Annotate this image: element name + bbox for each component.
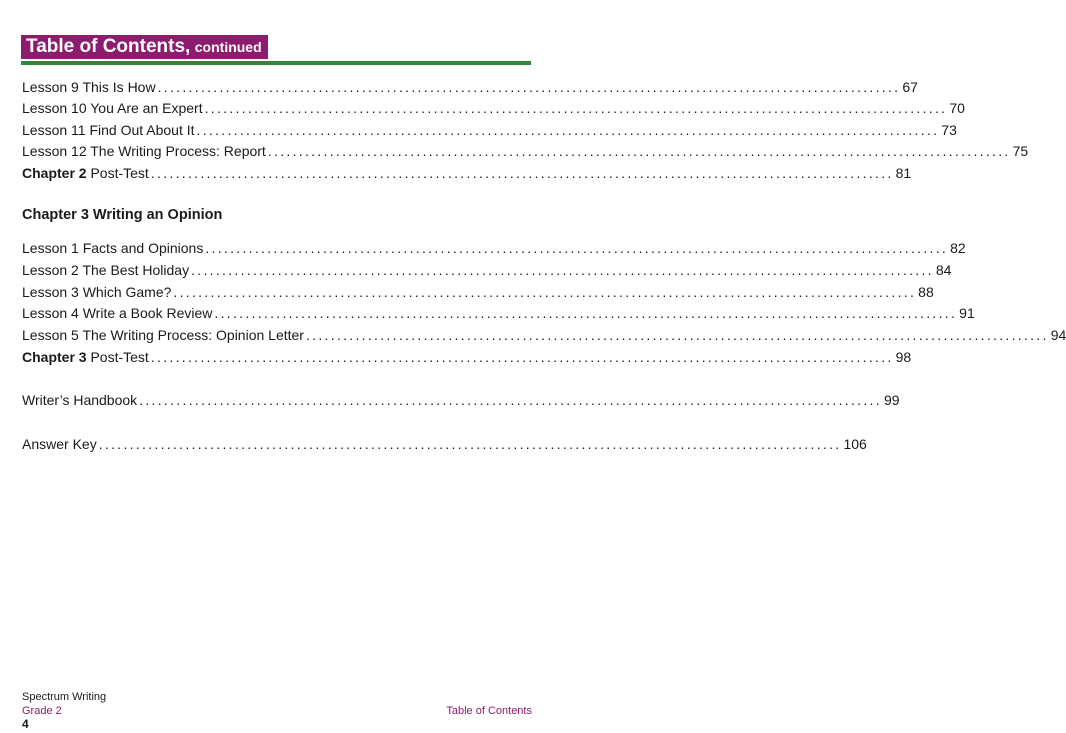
section-header xyxy=(21,35,268,59)
toc-entry-page: 94 xyxy=(1050,327,1066,343)
toc-entry-label: Lesson 5 The Writing Process: Opinion Letter xyxy=(22,327,304,343)
toc-entry-label: Writer’s Handbook xyxy=(22,392,138,408)
page-number: 4 xyxy=(22,717,29,731)
footer-series: Spectrum Writing xyxy=(22,691,107,703)
toc-entry-chapter: Chapter 3 xyxy=(22,349,87,365)
footer-section: Table of Contents xyxy=(446,705,532,717)
toc-entry[interactable] xyxy=(22,303,975,323)
toc-entry[interactable] xyxy=(22,120,957,140)
toc-entry[interactable] xyxy=(22,325,1066,345)
toc-entry-label: Lesson 11 Find Out About It xyxy=(22,122,195,138)
toc-entry-title: Post-Test xyxy=(86,349,149,365)
dot-leader: ........................................................................................................................ xyxy=(157,79,901,95)
toc-entry-page: 75 xyxy=(1012,143,1029,159)
toc-entry-label: Lesson 3 Which Game? xyxy=(22,284,172,300)
dot-leader: ........................................................................................................................ xyxy=(196,122,940,138)
dot-leader: ........................................................................................................................ xyxy=(305,327,1049,343)
header-title: Table of Contents, xyxy=(26,36,191,57)
toc-entry-label xyxy=(22,347,149,367)
toc-entry-page: 91 xyxy=(959,305,975,321)
header-rule xyxy=(21,61,531,65)
footer-grade: Grade 2 xyxy=(22,705,62,717)
toc-entry-label: Lesson 1 Facts and Opinions xyxy=(22,240,204,256)
toc-entry[interactable] xyxy=(22,77,918,97)
toc-entry[interactable] xyxy=(22,260,952,280)
toc-entry-page: 106 xyxy=(843,436,867,452)
toc-entry-page: 88 xyxy=(918,284,934,300)
toc-entry-title: Post-Test xyxy=(86,165,149,181)
toc-entry-page: 70 xyxy=(949,100,965,116)
toc-entry-label: Lesson 12 The Writing Process: Report xyxy=(22,143,266,159)
dot-leader: ........................................................................................................................ xyxy=(173,284,917,300)
toc-entry[interactable] xyxy=(22,98,965,118)
dot-leader: ........................................................................................................................ xyxy=(267,143,1011,159)
toc-entry-page: 67 xyxy=(902,79,918,95)
toc-entry-page: 84 xyxy=(935,262,952,278)
dot-leader: ........................................................................................................................ xyxy=(191,262,934,278)
toc-entry[interactable] xyxy=(22,141,1029,161)
toc-entry-page: 81 xyxy=(895,165,912,181)
dot-leader: ........................................................................................................................ xyxy=(204,100,948,116)
toc-entry[interactable] xyxy=(22,282,934,302)
dot-leader: ........................................................................................................................ xyxy=(150,349,894,365)
toc-entry[interactable] xyxy=(22,238,966,258)
toc-entry-page: 82 xyxy=(950,240,966,256)
toc-entry-label: Answer Key xyxy=(22,436,97,452)
toc-entry-label: Lesson 9 This Is How xyxy=(22,79,156,95)
toc-entry-label: Lesson 2 The Best Holiday xyxy=(22,262,190,278)
dot-leader: ........................................................................................................................ xyxy=(98,436,842,452)
dot-leader: ........................................................................................................................ xyxy=(139,392,882,408)
dot-leader: ........................................................................................................................ xyxy=(205,240,949,256)
dot-leader: ........................................................................................................................ xyxy=(150,165,894,181)
toc-entry-label xyxy=(22,163,149,183)
toc-entry-page: 99 xyxy=(883,392,900,408)
dot-leader: ........................................................................................................................ xyxy=(214,305,958,321)
toc-entry-page: 73 xyxy=(941,122,957,138)
toc-entry-label: Lesson 10 You Are an Expert xyxy=(22,100,203,116)
toc-entry-chapter: Chapter 2 xyxy=(22,165,87,181)
toc-entry[interactable] xyxy=(22,163,912,183)
header-suffix: continued xyxy=(194,39,262,55)
toc-entry-writers-handbook[interactable] xyxy=(22,390,900,410)
toc-entry-label: Lesson 4 Write a Book Review xyxy=(22,305,213,321)
toc-entry-answer-key[interactable] xyxy=(22,434,867,454)
toc-entry-page: 98 xyxy=(895,349,912,365)
toc-entry[interactable] xyxy=(22,347,912,367)
chapter-heading: Chapter 3 Writing an Opinion xyxy=(22,207,223,223)
